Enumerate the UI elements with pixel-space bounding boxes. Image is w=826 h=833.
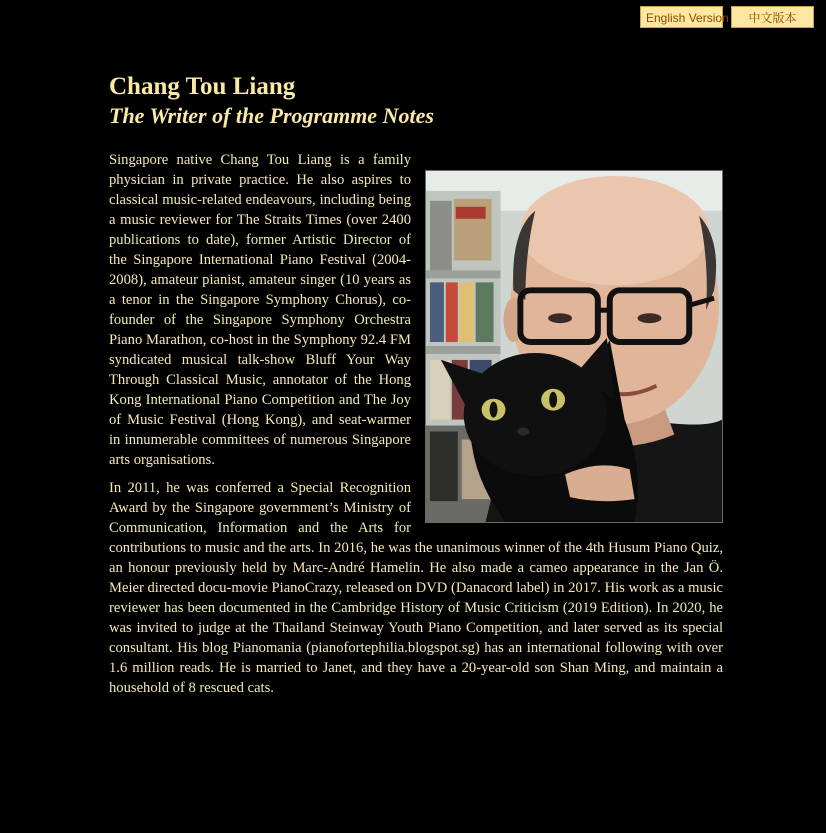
english-version-button[interactable]: English Version [640,6,723,28]
bio-paragraph-2: In 2011, he was conferred a Special Recognition Award by the Singapore government’s Ministry of Communication, Information and the Arts for contributions to music and the arts. In 2016, he was the unanimous winner of the 4th Husum Piano Quiz, an honour previously held by Marc-André Hamelin. He also made a cameo appearance in the Jan Ö. Meier directed docu-movie PianoCrazy, released on DVD (Danacord label) in 2017. His work as a music reviewer has been documented in the Cambridge History of Music Criticism (2019 Edition). In 2020, he was invited to judge at the Thailand Steinway Youth Piano Competition, and later served as its special consultant. His blog Pianomania (pianofortephilia.blogspot.sg) has an international following with over 1.6 million reads. He is married to Janet, and they have a 20-year-old son Shan Ming, and maintain a household of 8 rescued cats. [109,480,723,696]
chinese-version-button[interactable]: 中文版本 [731,6,814,28]
profile-photo [425,170,723,523]
bio-paragraph-1: Singapore native Chang Tou Liang is a family physician in private practice. He also aspires to classical music-related endeavours, including being a music reviewer for The Straits Times (over 2400 publications to date), former Artistic Director of the Singapore International Piano Festival (2004-2008), amateur pianist, amateur singer (10 years as a tenor in the Singapore Symphony Chorus), co-founder of the Singapore Symphony Orchestra Piano Marathon, co-host in the Symphony 92.4 FM syndicated musical talk-show Bluff Your Way Through Classical Music, annotator of the Hong Kong International Piano Competition and The Joy of Music Festival (Hong Kong), and seat-warmer in innumerable committees of numerous Singapore arts organisations. [109,152,411,468]
profile-name: Chang Tou Liang [109,73,296,100]
profile-role: The Writer of the Programme Notes [109,103,434,128]
profile-section [109,72,723,706]
language-switcher [640,6,814,28]
